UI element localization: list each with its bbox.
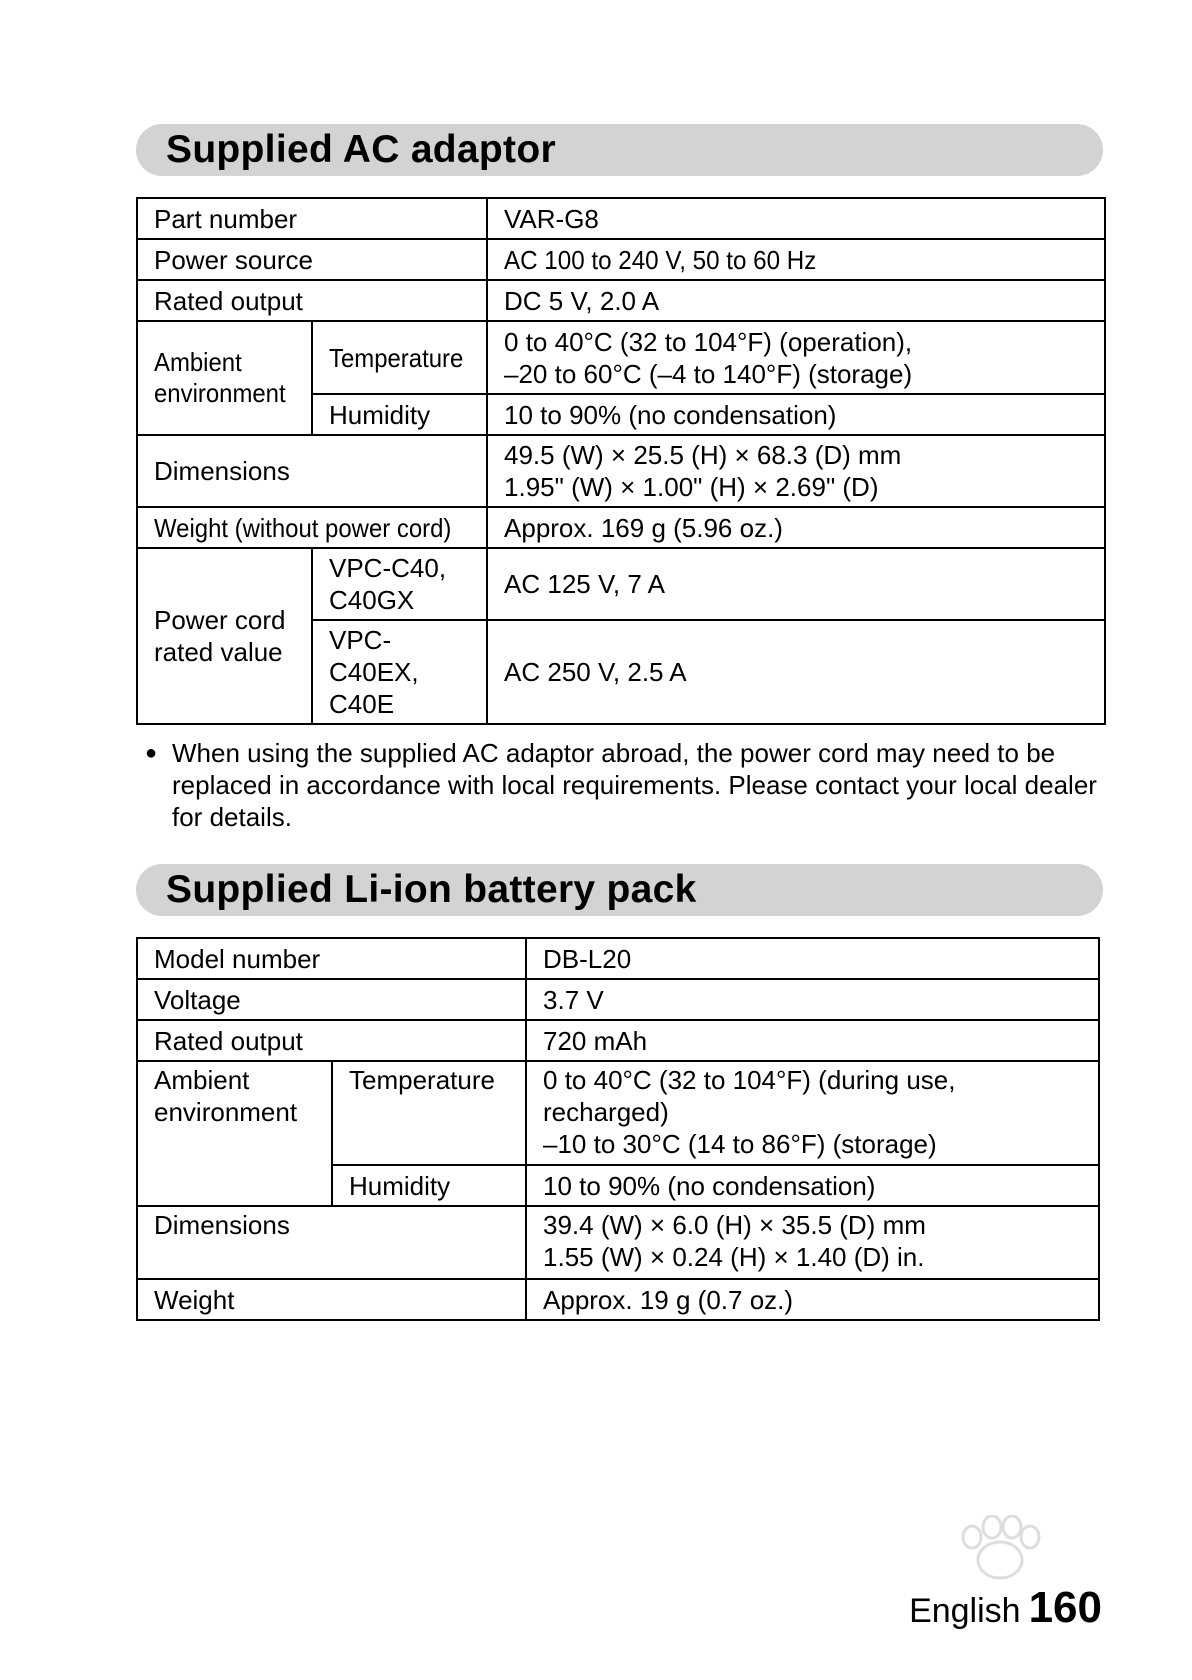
spec-label: Model number bbox=[137, 938, 526, 979]
spec-value bbox=[526, 1206, 1099, 1279]
spec-label: Rated output bbox=[137, 280, 487, 321]
spec-label bbox=[137, 548, 312, 724]
spec-value-line: recharged) bbox=[543, 1097, 669, 1127]
spec-label: Part number bbox=[137, 198, 487, 239]
spec-sublabel-line: C40E bbox=[329, 689, 395, 719]
spec-sublabel bbox=[312, 620, 487, 724]
spec-label bbox=[137, 1061, 332, 1206]
spec-label bbox=[137, 507, 487, 548]
table-row bbox=[137, 198, 1105, 239]
spec-label-line: Power cord bbox=[154, 605, 286, 635]
table-row bbox=[137, 280, 1105, 321]
spec-value-line: 39.4 (W) × 6.0 (H) × 35.5 (D) mm bbox=[543, 1210, 926, 1240]
ac-adaptor-note bbox=[145, 737, 1105, 833]
page-number: 160 bbox=[1028, 1583, 1102, 1632]
spec-value: 3.7 V bbox=[526, 979, 1099, 1020]
spec-sublabel-line: C40EX, bbox=[329, 657, 419, 687]
ac-adaptor-heading: Supplied AC adaptor bbox=[136, 124, 1103, 176]
spec-sublabel bbox=[312, 321, 487, 394]
table-row bbox=[137, 321, 1105, 394]
spec-value-line: –10 to 30°C (14 to 86°F) (storage) bbox=[543, 1129, 937, 1159]
spec-value-line: 0 to 40°C (32 to 104°F) (during use, bbox=[543, 1065, 956, 1095]
spec-value bbox=[487, 321, 1105, 394]
spec-sublabel bbox=[312, 548, 487, 620]
spec-sublabel: Humidity bbox=[332, 1165, 526, 1206]
spec-value: DC 5 V, 2.0 A bbox=[487, 280, 1105, 321]
spec-label bbox=[137, 321, 312, 435]
spec-value-line: 0 to 40°C (32 to 104°F) (operation), bbox=[504, 326, 913, 357]
table-row bbox=[137, 938, 1099, 979]
bullet-icon: ● bbox=[145, 742, 158, 764]
spec-sublabel-line: VPC- bbox=[329, 625, 392, 655]
spec-label: Dimensions bbox=[137, 1206, 526, 1279]
battery-heading: Supplied Li-ion battery pack bbox=[136, 864, 1103, 916]
spec-value-line: 1.95" (W) × 1.00" (H) × 2.69" (D) bbox=[504, 472, 879, 502]
spec-value: AC 125 V, 7 A bbox=[487, 548, 1105, 620]
spec-value: VAR-G8 bbox=[487, 198, 1105, 239]
table-row bbox=[137, 1206, 1099, 1279]
table-row bbox=[137, 435, 1105, 507]
footer-language: English bbox=[909, 1592, 1021, 1630]
note-text: When using the supplied AC adaptor abroad, the power cord may need to be replaced in accordance with local requirements. Please contact your local dealer for details. bbox=[172, 738, 1097, 832]
spec-value: 720 mAh bbox=[526, 1020, 1099, 1061]
spec-value-line: 49.5 (W) × 25.5 (H) × 68.3 (D) mm bbox=[504, 440, 902, 470]
page-footer bbox=[909, 1583, 1102, 1633]
spec-label-line: Ambient bbox=[154, 1065, 250, 1095]
spec-value bbox=[487, 239, 1105, 280]
spec-value bbox=[487, 435, 1105, 507]
spec-sublabel: Temperature bbox=[332, 1061, 526, 1165]
spec-label: Power source bbox=[137, 239, 487, 280]
spec-value-line: –20 to 60°C (–4 to 140°F) (storage) bbox=[504, 358, 913, 389]
spec-label-line: rated value bbox=[154, 637, 283, 667]
spec-label: Rated output bbox=[137, 1020, 526, 1061]
spec-label: Dimensions bbox=[137, 435, 487, 507]
table-row bbox=[137, 1061, 1099, 1165]
spec-value: AC 250 V, 2.5 A bbox=[487, 620, 1105, 724]
table-row bbox=[137, 1279, 1099, 1320]
battery-spec-table bbox=[136, 937, 1100, 1321]
spec-value: 10 to 90% (no condensation) bbox=[487, 394, 1105, 435]
table-row bbox=[137, 239, 1105, 280]
ac-adaptor-spec-table bbox=[136, 197, 1106, 725]
spec-value-line: 1.55 (W) × 0.24 (H) × 1.40 (D) in. bbox=[543, 1242, 925, 1272]
spec-sublabel-line: C40GX bbox=[329, 585, 415, 615]
spec-label: Voltage bbox=[137, 979, 526, 1020]
spec-value: 10 to 90% (no condensation) bbox=[526, 1165, 1099, 1206]
spec-label-text: Weight (without power cord) bbox=[154, 512, 452, 543]
spec-sublabel: Humidity bbox=[312, 394, 487, 435]
table-row bbox=[137, 979, 1099, 1020]
spec-sublabel-text: Temperature bbox=[329, 342, 464, 373]
table-row bbox=[137, 507, 1105, 548]
spec-label: Weight bbox=[137, 1279, 526, 1320]
spec-value: Approx. 19 g (0.7 oz.) bbox=[526, 1279, 1099, 1320]
spec-value bbox=[526, 1061, 1099, 1165]
table-row bbox=[137, 548, 1105, 620]
spec-value-text: AC 100 to 240 V, 50 to 60 Hz bbox=[504, 244, 817, 275]
spec-value: DB-L20 bbox=[526, 938, 1099, 979]
table-row bbox=[137, 1020, 1099, 1061]
spec-sublabel-line: VPC-C40, bbox=[329, 553, 447, 583]
spec-label-text: Ambient environment bbox=[154, 347, 286, 408]
spec-value: Approx. 169 g (5.96 oz.) bbox=[487, 507, 1105, 548]
spec-label-line: environment bbox=[154, 1097, 298, 1127]
